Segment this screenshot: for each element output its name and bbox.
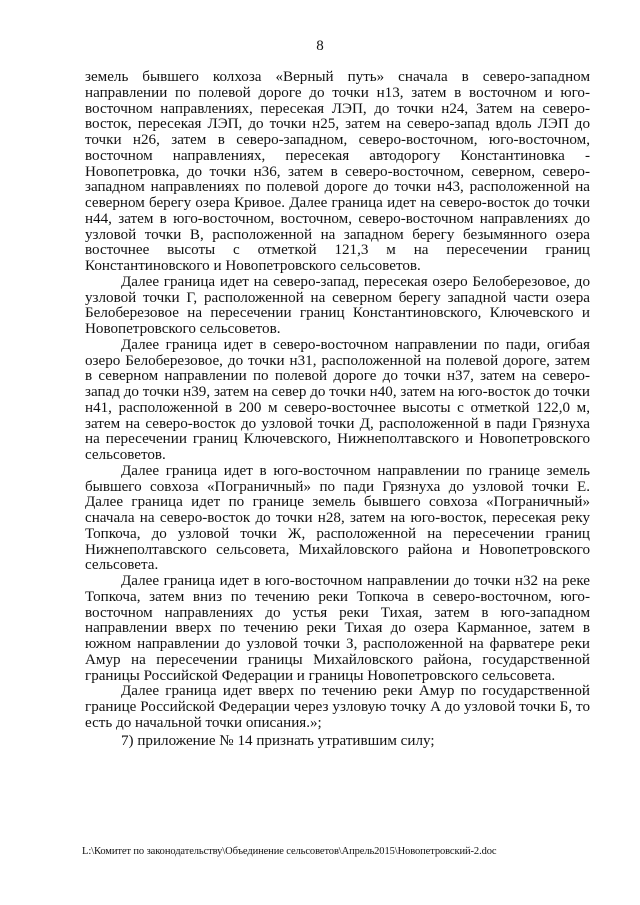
page-number: 8 [316,38,324,54]
paragraph-5: Далее граница идет в юго-восточном направлении до точки н32 на реке Топкоча, затем вниз по течению реки Топкоча в северо-восточном, юго-восточном направлениях до устья реки Тихая, затем в юго-западном направлении вверх по течению реки Тихая до озера Карманное, затем в южном направлении до узловой точки З, расположенной на фарватере реки Амур на пересечении границы Михайловского района, государственной границы Российской Федерации и границы Новопетровского сельсовета. [85,573,590,684]
document-body [85,70,590,749]
paragraph-2: Далее граница идет на северо-запад, пересекая озеро Белоберезовое, до узловой точки Г, расположенной на северном берегу западной части озера Белоберезовое на пересечении границ Константиновского, Ключевского и Новопетровского сельсоветов. [85,273,590,337]
paragraph-1: земель бывшего колхоза «Верный путь» сначала в северо-западном направлении по полевой дороге до точки н13, затем в восточном и юго-восточном направлениях, пересекая ЛЭП, до точки н24, Затем на северо-восток, пересекая ЛЭП, до точки н25, затем на северо-запад вдоль ЛЭП до точки н26, затем в северо-западном, северо-восточном, юго-восточном, восточном направлениях, пересекая автодорогу Константиновка - Новопетровка, до точки н36, затем в северо-восточном, северном, северо-западном направлениях по полевой дороге до точки н43, расположенной на северном берегу озера Кривое. Далее граница идет на северо-восток до точки н44, затем в юго-восточном, восточном, северо-восточном направлениях до узловой точки В, расположенной на западном берегу безымянного озера восточнее высоты с отметкой 121,3 м на пересечении границ Константиновского и Новопетровского сельсоветов. [85,69,590,274]
list-item-7: 7) приложение № 14 признать утратившим силу; [121,732,435,749]
paragraph-3: Далее граница идет в северо-восточном направлении по пади, огибая озеро Белоберезовое, до точки н31, расположенной на полевой дороге, затем в северном направлении по полевой дороге до точки н37, затем на северо-запад до точки н39, затем на север до точки н40, затем на юго-восток до точки н41, расположенной в 200 м северо-восточнее высоты с отметкой 122,0 м, затем на северо-восток до узловой точки Д, расположенной в пади Грязнуха на пересечении границ Ключевского, Нижнеполтавского и Новопетровского сельсоветов. [85,336,590,463]
footer-file-path: L:\Комитет по законодательству\Объединение сельсоветов\Апрель2015\Новопетровский-2.doc [82,846,497,857]
paragraph-4: Далее граница идет в юго-восточном направлении по границе земель бывшего совхоза «Пограничный» по пади Грязнуха до узловой точки Е. Далее граница идет по границе земель бывшего совхоза «Пограничный» сначала на северо-восток до точки н28, затем на юго-восток, пересекая реку Топкоча, до узловой точки Ж, расположенной на пересечении границ Нижнеполтавского сельсовета, Михайловского района и Новопетровского сельсовета. [85,462,590,574]
paragraph-6: Далее граница идет вверх по течению реки Амур по государственной границе Российской Федерации через узловую точку А до узловой точки Б, то есть до начальной точки описания.»; [85,683,590,731]
